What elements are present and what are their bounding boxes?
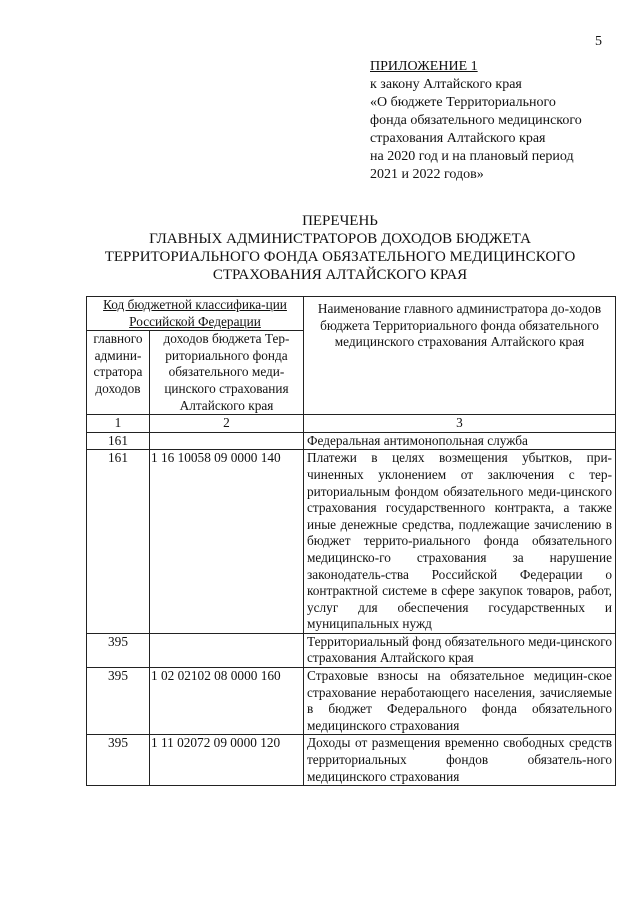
revenue-code: 1 16 10058 09 0000 140	[150, 450, 304, 634]
appendix-block	[370, 58, 620, 184]
revenue-description: Доходы от размещения временно свободных средств территориальных фондов обязатель-ного медицинского страхования	[304, 735, 616, 786]
page-number: 5	[595, 34, 602, 49]
header-code-group	[87, 297, 304, 331]
admin-code: 395	[87, 735, 150, 786]
column-number: 3	[304, 415, 616, 433]
header-name: Наименование главного администратора до-ходов бюджета Территориального фонда обязательного медицинского страхования Алтайского края	[304, 297, 616, 415]
header-code-group-text: Код бюджетной классифика-ции Российской Федерации	[103, 297, 287, 329]
column-numbers-row	[87, 415, 616, 433]
appendix-line: фонда обязательного медицинского	[370, 113, 582, 128]
column-number: 2	[150, 415, 304, 433]
revenue-code: 1 02 02102 08 0000 160	[150, 668, 304, 735]
title-line: ГЛАВНЫХ АДМИНИСТРАТОРОВ ДОХОДОВ БЮДЖЕТА	[149, 231, 531, 247]
title-line: ПЕРЕЧЕНЬ	[302, 213, 378, 229]
table-row	[87, 432, 616, 450]
column-number: 1	[87, 415, 150, 433]
admin-code: 161	[87, 450, 150, 634]
administrator-name: Федеральная антимонопольная служба	[304, 432, 616, 450]
title-line: ТЕРРИТОРИАЛЬНОГО ФОНДА ОБЯЗАТЕЛЬНОГО МЕДИЦИНСКОГО	[104, 249, 576, 265]
admin-code: 161	[87, 432, 150, 450]
table-row	[87, 735, 616, 786]
admin-code: 395	[87, 668, 150, 735]
revenue-description: Страховые взносы на обязательное медицин-ское страхование неработающего населения, зачисляемые в бюджет Федерального фонда обязательного медицинского страхования	[304, 668, 616, 735]
appendix-line: 2021 и 2022 годов»	[370, 167, 484, 182]
revenue-description: Платежи в целях возмещения убытков, при-чиненных уклонением от заключения с тер-риториальным фондом обязательного меди-цинского страхования государственного контракта, а также иные денежные средства, подлежащие зачислению в бюджет террито-риального фонда обязательного медицинско-го страхования за нарушение законодатель-ства Российской Федерации о контрактной системе в сфере закупок товаров, работ, услуг для обеспечения государственных и муниципальных нужд	[304, 450, 616, 634]
header-admin: главного админи-стратора доходов	[87, 331, 150, 415]
title-line: СТРАХОВАНИЯ АЛТАЙСКОГО КРАЯ	[212, 267, 468, 283]
administrators-table	[86, 296, 616, 786]
revenue-code	[150, 432, 304, 450]
appendix-line: «О бюджете Территориального	[370, 95, 556, 110]
header-revenue-code: доходов бюджета Тер-риториального фонда обязательного меди-цинского страхования Алтайского края	[150, 331, 304, 415]
table-row	[87, 668, 616, 735]
table-row	[87, 450, 616, 634]
revenue-code	[150, 633, 304, 667]
admin-code: 395	[87, 633, 150, 667]
appendix-line: к закону Алтайского края	[370, 77, 522, 92]
table-row	[87, 633, 616, 667]
administrator-name: Территориальный фонд обязательного меди-цинского страхования Алтайского края	[304, 633, 616, 667]
revenue-code: 1 11 02072 09 0000 120	[150, 735, 304, 786]
header-row	[87, 297, 616, 331]
appendix-heading: ПРИЛОЖЕНИЕ 1	[370, 59, 478, 74]
appendix-line: страхования Алтайского края	[370, 131, 546, 146]
appendix-line: на 2020 год и на плановый период	[370, 149, 574, 164]
document-title	[80, 212, 600, 284]
